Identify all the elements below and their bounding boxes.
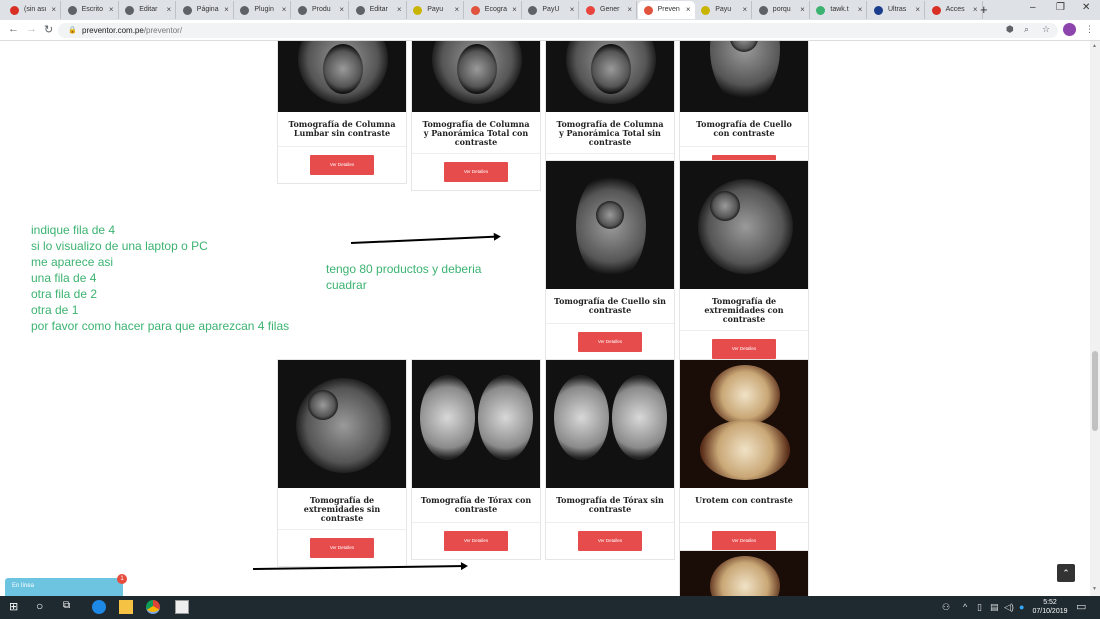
scan-shape — [308, 390, 338, 420]
annotation-middle-note: tengo 80 productos y deberia cuadrar — [326, 262, 482, 292]
tab-favicon-icon — [528, 6, 537, 15]
new-tab-button[interactable]: + — [980, 2, 988, 17]
lock-icon: 🔒 — [68, 27, 77, 34]
tab-label: Escrito — [81, 6, 103, 13]
tab-close-icon[interactable]: × — [742, 5, 748, 14]
product-card — [545, 359, 675, 560]
chat-status-label: En línea — [12, 583, 35, 589]
tray-app-icon[interactable]: ● — [1019, 602, 1025, 612]
notification-icon[interactable]: ▭ — [1076, 601, 1087, 613]
tab-favicon-icon — [471, 6, 480, 15]
tab-label: tawk.t — [830, 6, 849, 13]
product-button-wrap — [278, 146, 406, 183]
product-title[interactable]: Tomografía de Tórax con contraste — [420, 495, 532, 514]
scan-shape — [296, 378, 391, 473]
tab-label: Gener — [600, 6, 620, 13]
tab-close-icon[interactable]: × — [972, 5, 978, 14]
extension-icon[interactable]: ⬢ — [1006, 24, 1014, 34]
browser-tab[interactable] — [407, 1, 464, 19]
clock-date: 07/10/2019 — [1032, 608, 1068, 615]
tab-favicon-icon — [240, 6, 249, 15]
ver-detalles-button[interactable]: Ver Detalles — [310, 155, 374, 175]
browser-tab[interactable] — [695, 1, 752, 19]
browser-tab[interactable] — [753, 1, 810, 19]
tab-label: Produ — [312, 6, 331, 13]
browser-tab[interactable] — [638, 1, 695, 19]
browser-tab-bar — [0, 0, 1100, 20]
search-icon[interactable]: ○ — [36, 599, 44, 613]
scan-shape — [710, 556, 780, 596]
ver-detalles-button[interactable]: Ver Detalles — [712, 339, 776, 359]
task-view-icon[interactable]: ⧉ — [63, 600, 71, 611]
product-card — [679, 160, 809, 368]
scroll-up-icon[interactable]: ▲ — [1092, 43, 1097, 49]
product-card — [411, 41, 541, 191]
product-image[interactable] — [680, 360, 808, 488]
ver-detalles-button[interactable]: Ver Detalles — [444, 531, 508, 551]
tab-label: porqu — [772, 6, 791, 13]
scan-shape — [612, 375, 667, 460]
product-title[interactable]: Tomografía de Cuello sin contraste — [554, 296, 666, 315]
product-image[interactable] — [680, 41, 808, 112]
usb-icon[interactable]: ▯ — [977, 602, 982, 612]
address-bar — [0, 20, 1100, 41]
product-card — [277, 41, 407, 184]
maximize-button[interactable]: ❐ — [1056, 2, 1065, 13]
product-card — [679, 359, 809, 560]
tab-favicon-icon — [356, 6, 365, 15]
browser-tab[interactable] — [350, 1, 407, 19]
scan-shape — [710, 365, 780, 425]
tab-favicon-icon — [10, 6, 19, 15]
product-title[interactable]: Tomografía de Tórax sin contraste — [556, 495, 664, 514]
product-button-wrap — [412, 153, 540, 190]
product-image[interactable] — [680, 161, 808, 289]
tab-close-icon[interactable]: × — [166, 5, 172, 14]
forward-icon[interactable]: → — [26, 23, 37, 35]
people-icon[interactable]: ⚇ — [942, 602, 951, 612]
scroll-down-icon[interactable]: ▼ — [1092, 586, 1097, 592]
tab-favicon-icon — [644, 6, 653, 15]
tab-close-icon[interactable]: × — [857, 5, 863, 14]
tab-label: Editar — [369, 6, 388, 13]
ver-detalles-button[interactable]: Ver Detalles — [712, 531, 776, 551]
tab-favicon-icon — [874, 6, 883, 15]
ver-detalles-button[interactable]: Ver Detalles — [310, 538, 374, 558]
tab-close-icon[interactable]: × — [454, 5, 460, 14]
ver-detalles-button[interactable]: Ver Detalles — [444, 162, 508, 182]
browser-tab[interactable] — [177, 1, 234, 19]
product-title[interactable]: Tomografía de extremidades con contraste — [704, 296, 784, 324]
clock-time: 5:52 — [1043, 599, 1057, 606]
tab-favicon-icon — [125, 6, 134, 15]
tab-label: Ultras — [888, 6, 907, 13]
product-image[interactable] — [680, 551, 808, 596]
page-scrollbar[interactable] — [1090, 41, 1100, 596]
tab-close-icon[interactable]: × — [800, 5, 805, 14]
product-card — [277, 359, 407, 567]
network-icon[interactable]: ▤ — [990, 602, 999, 612]
product-button-wrap — [546, 323, 674, 360]
browser-tab[interactable] — [926, 1, 983, 19]
url-input[interactable] — [58, 23, 1058, 38]
browser-tab[interactable] — [465, 1, 522, 19]
product-card — [411, 359, 541, 560]
tab-close-icon[interactable]: × — [627, 5, 632, 14]
windows-start-icon[interactable]: ⊞ — [9, 601, 19, 613]
annotation-arrow-top — [351, 236, 499, 244]
zoom-icon[interactable]: ⌕ — [1024, 24, 1030, 34]
product-title[interactable]: Tomografía de Columna Lumbar sin contraste — [288, 119, 396, 138]
edge-icon[interactable] — [92, 600, 106, 614]
tab-label: Ecogra — [484, 6, 507, 13]
tab-label: Preven — [657, 6, 680, 13]
product-image[interactable] — [546, 161, 674, 289]
product-image[interactable] — [278, 41, 406, 112]
tab-label: Página — [196, 6, 219, 13]
scan-shape — [700, 420, 790, 480]
scan-shape — [457, 44, 497, 94]
browser-tab[interactable] — [292, 1, 349, 19]
product-button-wrap — [278, 529, 406, 566]
scan-shape — [554, 375, 609, 460]
product-image[interactable] — [412, 41, 540, 112]
browser-tab[interactable] — [234, 1, 291, 19]
product-title[interactable]: Tomografía de Columna y Panorámica Total sin contraste — [556, 119, 664, 147]
minimize-button[interactable]: – — [1030, 2, 1036, 13]
taskbar-clock[interactable] — [1030, 598, 1070, 616]
tab-favicon-icon — [298, 6, 307, 15]
product-title[interactable]: Tomografía de extremidades sin contraste — [303, 495, 381, 523]
tab-label: PayU — [542, 6, 560, 13]
scan-shape — [478, 375, 533, 460]
photos-icon[interactable] — [175, 600, 189, 614]
product-image[interactable] — [412, 360, 540, 488]
product-card — [545, 160, 675, 361]
tab-close-icon[interactable]: × — [569, 5, 575, 14]
tab-label: Editar — [139, 6, 158, 13]
browser-tab[interactable] — [868, 1, 925, 19]
product-button-wrap — [412, 522, 540, 559]
chat-widget[interactable] — [5, 578, 123, 596]
ver-detalles-button[interactable]: Ver Detalles — [578, 332, 642, 352]
browser-tab[interactable] — [4, 1, 61, 19]
product-image[interactable] — [546, 360, 674, 488]
back-icon[interactable]: ← — [8, 23, 19, 35]
tab-close-icon[interactable]: × — [224, 5, 229, 14]
product-title[interactable]: Tomografía de Cuello con contraste — [696, 119, 792, 138]
browser-tab[interactable] — [119, 1, 176, 19]
tab-close-icon[interactable]: × — [396, 5, 402, 14]
tab-favicon-icon — [932, 6, 941, 15]
close-window-button[interactable]: ✕ — [1082, 2, 1091, 13]
product-image[interactable] — [546, 41, 674, 112]
tab-close-icon[interactable]: × — [512, 5, 517, 14]
scroll-to-top-button[interactable]: ⌃ — [1057, 564, 1075, 582]
tab-label: Acces — [945, 6, 965, 13]
menu-dots-icon[interactable]: ⋮ — [1085, 24, 1094, 34]
browser-tab[interactable] — [580, 1, 637, 19]
tab-label: Payu — [427, 6, 444, 13]
scan-shape — [596, 201, 624, 229]
product-image[interactable] — [278, 360, 406, 488]
tab-label: (sin ası — [24, 6, 47, 13]
volume-icon[interactable]: ◁) — [1004, 602, 1014, 612]
windows-taskbar — [0, 596, 1100, 619]
tab-label: Payu — [715, 6, 732, 13]
tab-favicon-icon — [413, 6, 422, 15]
scan-shape — [591, 44, 631, 94]
product-button-wrap — [546, 522, 674, 559]
browser-tab[interactable] — [810, 1, 867, 19]
scan-shape — [698, 179, 793, 274]
scan-shape — [323, 44, 363, 94]
browser-tab[interactable] — [62, 1, 119, 19]
tab-close-icon[interactable]: × — [108, 5, 114, 14]
tab-close-icon[interactable]: × — [339, 5, 344, 14]
scan-shape — [420, 375, 475, 460]
product-title[interactable]: Tomografía de Columna y Panorámica Total con contraste — [422, 119, 530, 147]
scroll-thumb[interactable] — [1092, 351, 1098, 431]
product-title[interactable]: Urotem con contraste — [695, 495, 793, 505]
tab-favicon-icon — [759, 6, 768, 15]
url-host: preventor.com.pe — [82, 26, 144, 35]
tab-close-icon[interactable]: × — [685, 5, 691, 14]
bookmark-star-icon[interactable]: ☆ — [1042, 24, 1051, 34]
tab-favicon-icon — [183, 6, 192, 15]
annotation-left-note: indique fila de 4 si lo visualizo de una laptop o PC me aparece asi una fila de 4 otra fila de 2 otra de 1 por favor como hacer para que aparezcan 4 filas — [31, 223, 290, 333]
profile-avatar[interactable] — [1063, 23, 1076, 36]
url-path: /preventor/ — [143, 26, 183, 35]
browser-tab[interactable] — [522, 1, 579, 19]
reload-icon[interactable]: ↻ — [44, 24, 54, 36]
product-card — [679, 550, 809, 596]
tray-chevron-icon[interactable]: ^ — [963, 602, 968, 612]
tab-favicon-icon — [816, 6, 825, 15]
ver-detalles-button[interactable]: Ver Detalles — [578, 531, 642, 551]
tab-label: Plugin — [254, 6, 274, 13]
page-content — [0, 41, 1100, 596]
tab-favicon-icon — [701, 6, 710, 15]
chrome-icon[interactable] — [146, 600, 160, 614]
tab-close-icon[interactable]: × — [915, 5, 920, 14]
tab-favicon-icon — [68, 6, 77, 15]
tab-close-icon[interactable]: × — [51, 5, 56, 14]
chat-badge: 1 — [117, 574, 127, 584]
tab-favicon-icon — [586, 6, 595, 15]
scan-shape — [710, 191, 740, 221]
file-explorer-icon[interactable] — [119, 600, 133, 614]
tab-close-icon[interactable]: × — [281, 5, 287, 14]
